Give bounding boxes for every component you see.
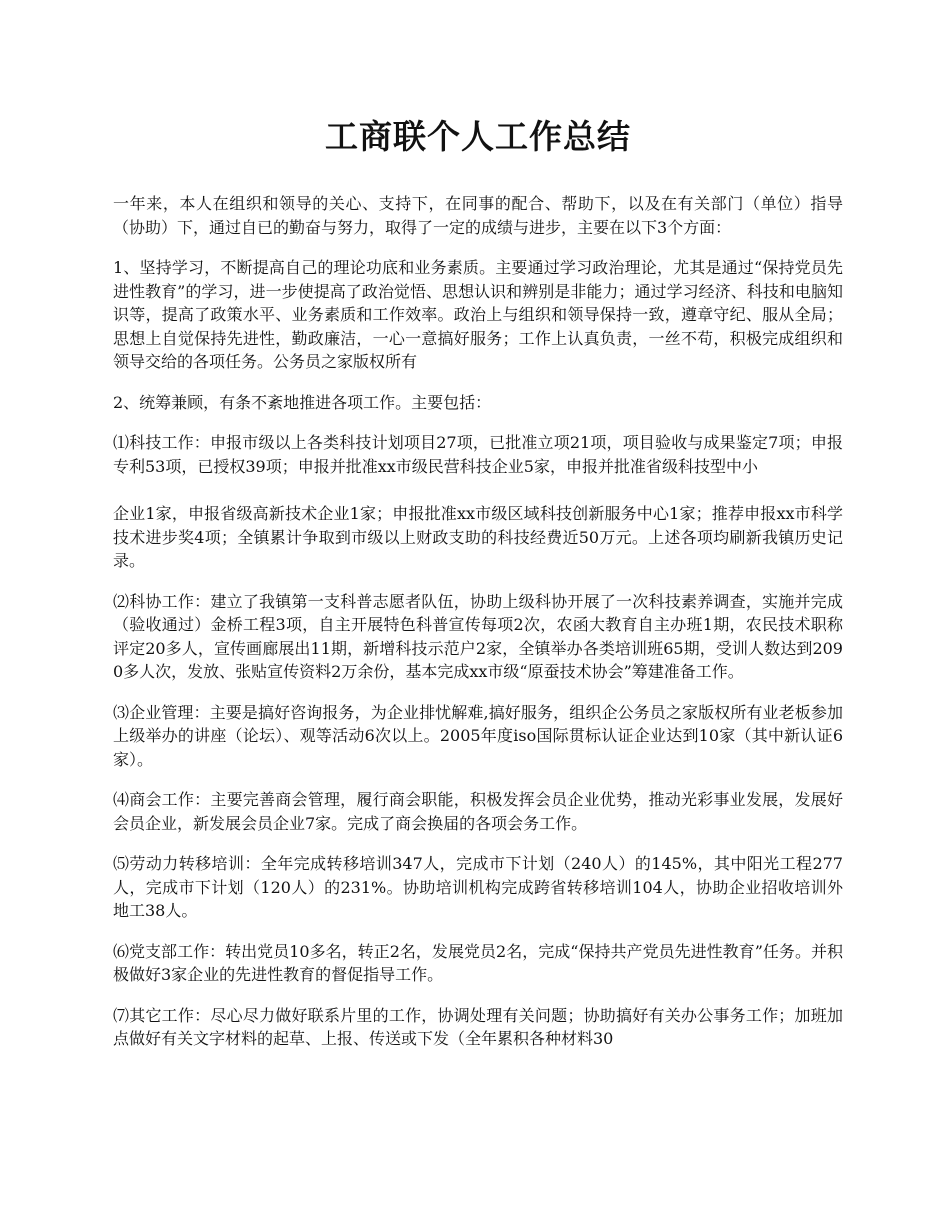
item-7-other-work: ⑺其它工作：尽心尽力做好联系片里的工作，协调处理有关问题；协助搞好有关办公事务工作；加班加点做好有关文字材料的起草、上报、传送或下发（全年累积各种材料30 — [113, 1005, 843, 1048]
item-3-enterprise-management: ⑶企业管理：主要是搞好咨询报务，为企业排忧解难,搞好服务，组织企公务员之家版权所有业老板参加上级举办的讲座（论坛）、观等活动6次以上。2005年度iso国际贯标认证企业达到10家（其中新认证6家）。 — [113, 702, 843, 769]
item-1-science-work-continued: 企业1家，申报省级高新技术企业1家；申报批准xx市级区域科技创新服务中心1家；推荐申报xx市科学技术进步奖4项；全镇累计争取到市级以上财政支助的科技经费近50万元。上述各项均刷新我镇历史记录。 — [113, 504, 843, 570]
section-2-heading: 2、统筹兼顾，有条不紊地推进各项工作。主要包括： — [113, 392, 492, 412]
document-page — [113, 110, 843, 1068]
item-1-science-work: ⑴科技工作：申报市级以上各类科技计划项目27项，已批准立项21项，项目验收与成果鉴定7项；申报专利53项，已授权39项；申报并批准xx市级民营科技企业5家，申报并批准省级科技型中小 — [113, 433, 843, 476]
document-title: 工商联个人工作总结 — [325, 117, 631, 156]
item-6-party-branch: ⑹党支部工作：转出党员10多名，转正2名，发展党员2名，完成“保持共产党员先进性教育”任务。并积极做好3家企业的先进性教育的督促指导工作。 — [113, 941, 843, 984]
item-2-science-association: ⑵科协工作：建立了我镇第一支科普志愿者队伍，协助上级科协开展了一次科技素养调查，实施并完成（验收通过）金桥工程3项，自主开展特色科普宣传每项2次，农函大教育自主办班1期，农民技术职称评定20多人，宣传画廊展出11期，新增科技示范户2家，全镇举办各类培训班65期，受训人数达到2090多人次，发放、张贴宣传资料2万余份，基本完成xx市级“原蚕技术协会”筹建准备工作。 — [113, 591, 843, 681]
intro-paragraph: 一年来，本人在组织和领导的关心、支持下，在同事的配合、帮助下，以及在有关部门（单位）指导（协助）下，通过自已的勤奋与努力，取得了一定的成绩与进步，主要在以下3个方面： — [113, 194, 843, 237]
item-4-chamber-of-commerce: ⑷商会工作：主要完善商会管理，履行商会职能，积极发挥会员企业优势，推动光彩事业发展，发展好会员企业，新发展会员企业7家。完成了商会换届的各项会务工作。 — [113, 790, 843, 833]
item-5-labor-training: ⑸劳动力转移培训：全年完成转移培训347人，完成市下计划（240人）的145%，其中阳光工程277人，完成市下计划（120人）的231%。协助培训机构完成跨省转移培训104人，协助企业招收培训外地工38人。 — [113, 854, 843, 920]
section-1-study: 1、坚持学习，不断提高自己的理论功底和业务素质。主要通过学习政治理论，尤其是通过“保持党员先进性教育”的学习，进一步使提高了政治觉悟、思想认识和辨别是非能力；通过学习经济、科技和电脑知识等，提高了政策水平、业务素质和工作效率。政治上与组织和领导保持一致，遵章守纪、服从全局；思想上自觉保持先进性，勤政廉洁，一心一意搞好服务；工作上认真负责，一丝不苟，积极完成组织和领导交给的各项任务。公务员之家版权所有 — [113, 258, 843, 371]
